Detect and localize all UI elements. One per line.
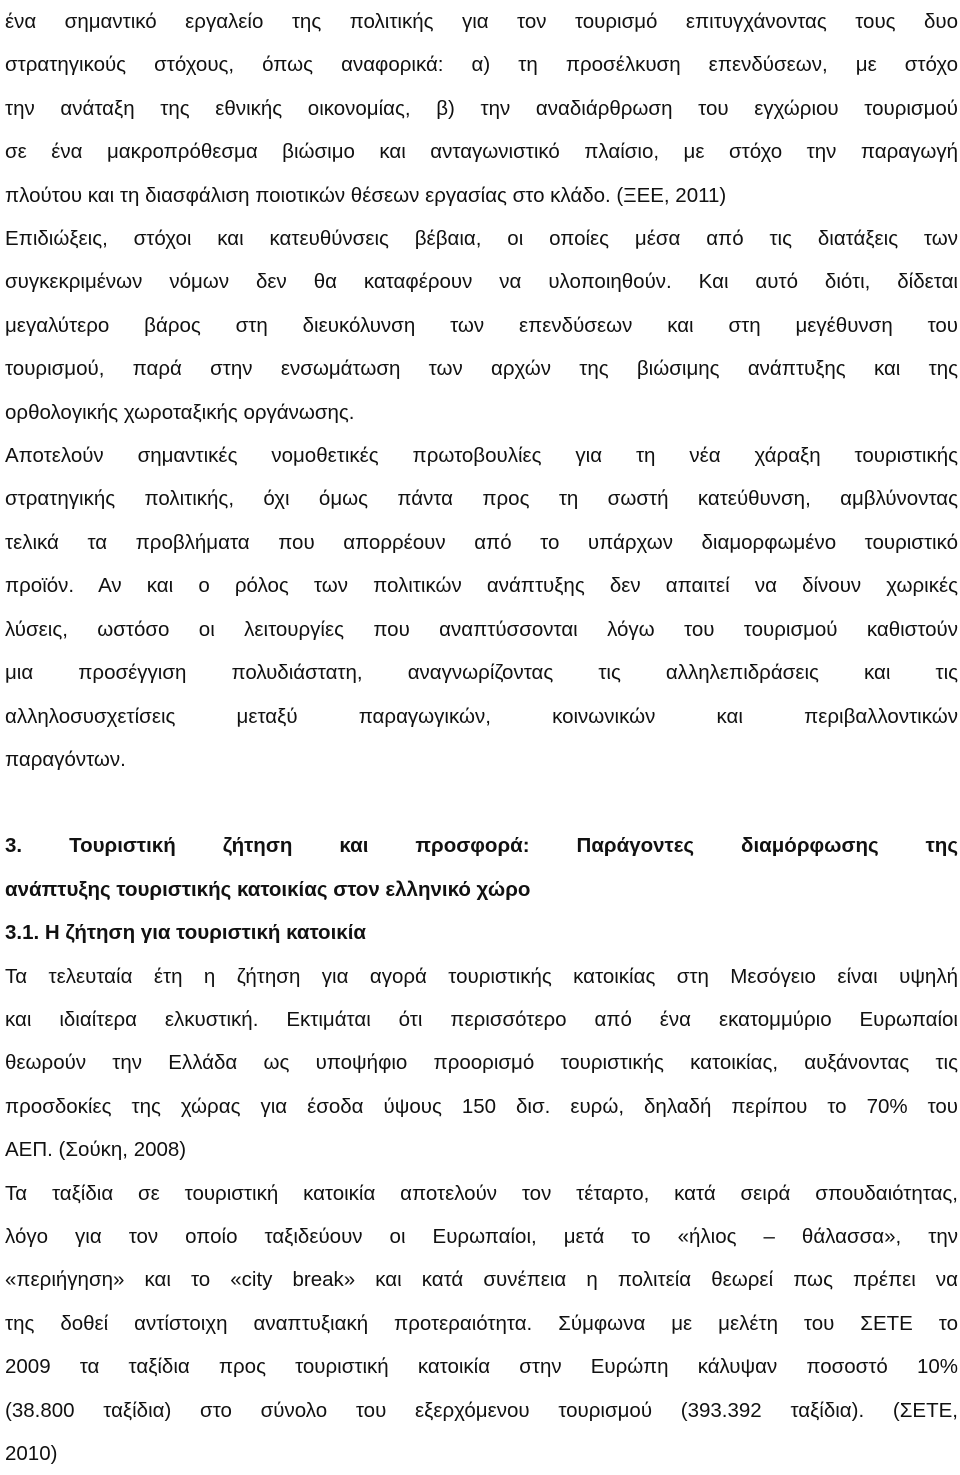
text-line: ΑΕΠ. (Σούκη, 2008) <box>5 1138 187 1162</box>
text-line: Αποτελούν σημαντικές νομοθετικές πρωτοβουλίες για τη νέα χάραξη τουριστικής <box>5 444 958 468</box>
heading-line <box>5 824 958 867</box>
text-line: «περιήγηση» και το «city break» και κατά συνέπεια η πολιτεία θεωρεί πως πρέπει να <box>5 1268 958 1292</box>
text-line: και ιδιαίτερα ελκυστική. Εκτιμάται ότι περισσότερο από ένα εκατομμύριο Ευρωπαίοι <box>5 1007 958 1031</box>
text-line: 2009 τα ταξίδια προς τουριστική κατοικία στην Ευρώπη κάλυψαν ποσοστό 10% <box>5 1355 958 1379</box>
spacer <box>5 781 958 824</box>
text-line: ένα σημαντικό εργαλείο της πολιτικής για τον τουρισμό επιτυγχάνοντας τους δυο <box>5 10 958 33</box>
section-heading <box>5 824 958 911</box>
text-line: πλούτου και τη διασφάλιση ποιοτικών θέσεων εργασίας στο κλάδο. (ΞΕΕ, 2011) <box>5 183 727 207</box>
text-line: μεγαλύτερο βάρος στη διευκόλυνση των επενδύσεων και στη μεγέθυνση του <box>5 313 958 337</box>
paragraph-demand <box>5 955 958 1172</box>
subsection-heading <box>5 911 958 954</box>
section-title: Τουριστική ζήτηση και προσφορά: Παράγοντες διαμόρφωσης της <box>69 834 958 858</box>
text-line: της δοθεί αντίστοιχη αναπτυξιακή προτεραιότητα. Σύμφωνα με μελέτη του ΣΕΤΕ το <box>5 1311 958 1335</box>
text-line: τουρισμού, παρά στην ενσωμάτωση των αρχών της βιώσιμης ανάπτυξης και της <box>5 357 958 381</box>
text-line: λύσεις, ωστόσο οι λειτουργίες που αναπτύσσονται λόγω του τουρισμού καθιστούν <box>5 617 958 641</box>
text-line: σε ένα μακροπρόθεσμα βιώσιμο και ανταγωνιστικό πλαίσιο, με στόχο την παραγωγή <box>5 140 958 164</box>
text-line: Τα ταξίδια σε τουριστική κατοικία αποτελούν τον τέταρτο, κατά σειρά σπουδαιότητας, <box>5 1181 958 1205</box>
heading-line <box>5 911 958 954</box>
text-line: στρατηγικούς στόχους, όπως αναφορικά: α) τη προσέλκυση επενδύσεων, με στόχο <box>5 53 958 77</box>
text-line: μια προσέγγιση πολυδιάστατη, αναγνωρίζοντας τις αλληλεπιδράσεις και τις <box>5 661 958 685</box>
text-line: θεωρούν την Ελλάδα ως υποψήφιο προορισμό τουριστικής κατοικίας, αυξάνοντας τις <box>5 1051 958 1075</box>
paragraph-tourism-policy <box>5 0 958 434</box>
text-line: την ανάταξη της εθνικής οικονομίας, β) την αναδιάρθρωση του εγχώριου τουρισμού <box>5 96 958 120</box>
subsection-number: 3.1. <box>5 921 40 945</box>
text-line: προσδοκίες της χώρας για έσοδα ύψους 150 δισ. ευρώ, δηλαδή περίπου το 70% του <box>5 1094 958 1118</box>
paragraph-travel-stats <box>5 1172 958 1475</box>
text-line: τελικά τα προβλήματα που απορρέουν από το υπάρχων διαμορφωμένο τουριστικό <box>5 530 958 554</box>
subsection-title: Η ζήτηση για τουριστική κατοικία <box>44 921 366 945</box>
document-page <box>5 0 958 1475</box>
text-line: Τα τελευταία έτη η ζήτηση για αγορά τουριστικής κατοικίας στη Μεσόγειο είναι υψηλή <box>5 964 958 988</box>
text-line: προϊόν. Αν και ο ρόλος των πολιτικών ανάπτυξης δεν απαιτεί να δίνουν χωρικές <box>5 574 958 598</box>
text-line: συγκεκριμένων νόμων δεν θα καταφέρουν να υλοποιηθούν. Και αυτό διότι, δίδεται <box>5 270 958 294</box>
section-number: 3. <box>5 834 23 858</box>
text-line: λόγο για τον οποίο ταξιδεύουν οι Ευρωπαίοι, μετά το «ήλιος – θάλασσα», την <box>5 1224 958 1248</box>
text-line: αλληλοσυσχετίσεις μεταξύ παραγωγικών, κοινωνικών και περιβαλλοντικών <box>5 704 958 728</box>
text-line: (38.800 ταξίδια) στο σύνολο του εξερχόμενου τουρισμού (393.392 ταξίδια). (ΣΕΤΕ, <box>5 1398 958 1422</box>
paragraph-legislative-initiatives <box>5 434 958 781</box>
heading-line: ανάπτυξης τουριστικής κατοικίας στον ελληνικό χώρο <box>5 877 531 901</box>
text-line: Επιδιώξεις, στόχοι και κατευθύνσεις βέβαια, οι οποίες μέσα από τις διατάξεις των <box>5 227 958 251</box>
text-line: 2010) <box>5 1442 58 1465</box>
text-line: παραγόντων. <box>5 747 126 771</box>
text-line: στρατηγικής πολιτικής, όχι όμως πάντα προς τη σωστή κατεύθυνση, αμβλύνοντας <box>5 487 958 511</box>
text-line: ορθολογικής χωροταξικής οργάνωσης. <box>5 400 355 424</box>
